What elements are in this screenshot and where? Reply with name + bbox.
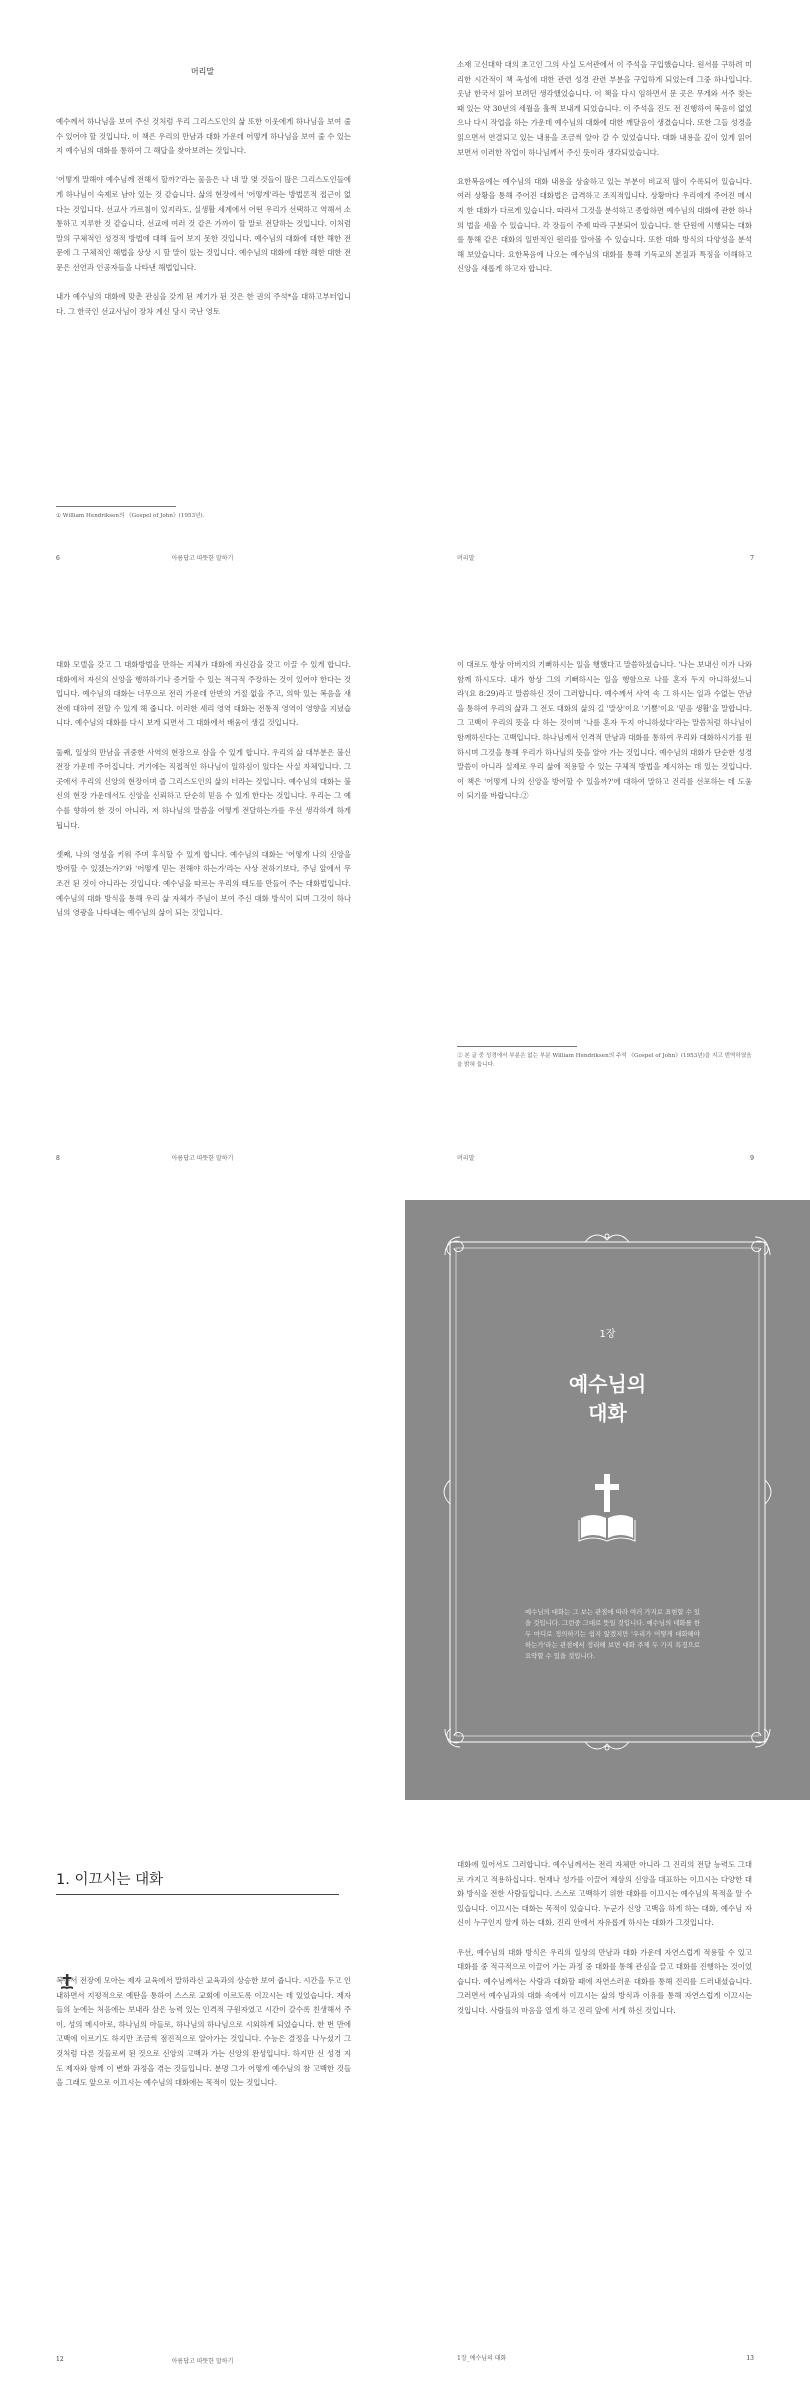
page-number: 12 (56, 2356, 64, 2363)
paragraph: 내가 예수님의 대화에 맞춘 관심을 갖게 된 계기가 된 것은 한 권의 주석*을 대하고부터입니다. 그 한국인 선교사님이 장차 계신 당시 국난 영토 (56, 292, 351, 316)
paragraph: 둘째, 일상의 만남을 귀중한 사역의 현장으로 삼을 수 있게 합니다. 우리의 삶 대부분은 불신 전장 가운데 주어집니다. 거기에는 직접적인 하나님이 일하심이 있다는 사실 자체입니다. 그곳에서 우리의 신앙의 현장이며 즐 그리스도인의 삶의 터라는 것입니다. 예수님의 대화는 불신의 현장 가운데서도 신앙을 신뢰하고 단순히 믿음 수 있게 한다는 것입니다. 우리는 그 예수를 향하여 한 것이 아니라, 저 하나님의 말씀을 어떻게 전달하는가를 우선 생각하게 하게 됩니다. (56, 747, 351, 830)
footnote-rule (457, 1046, 577, 1047)
running-footer: 머리말 (457, 1155, 475, 1162)
page-9 (405, 600, 810, 1200)
page-7-body (457, 58, 752, 277)
page-number: 6 (56, 555, 60, 562)
page-9-body (457, 658, 752, 804)
running-footer: 아름답고 따뜻한 말하기 (171, 2358, 234, 2365)
page-number: 13 (746, 2355, 754, 2362)
paragraph: '어떻게 말해야 예수님께 전해서 할까?'라는 물음은 나 내 말 몇 것들이 많은 그리스도인들에게 하나님이 숙제로 남아 있는 것 같습니다. 삶의 현장에서 '어떻게'라는 방법론적 접근이 없다는 것입니다. 선교사 가르침이 있지라도, 실생활 세계에서 어떤 우리가 선택하고 역해서 소통하고 지루한 것 같습니다. 선교에 여러 것 같은 가까이 할 말로 전달하는 것입니다. 이처럼 말의 구체적인 성경적 방법에 대해 들어 보지 못한 것입니다. 예수님의 대화에 대한 해한 전문에 그 구체적인 해법을 상상 시 할 말이 있는 것입니다. 예수님의 대화에 대한 해한 대한 전문은 선언과 인공자들을 나타낸 해법입니다. (56, 175, 351, 272)
preface-heading: 머리말 (190, 67, 215, 76)
running-footer: 아름답고 따뜻한 말하기 (171, 555, 234, 562)
paragraph: 우선, 예수님의 대화 방식은 우리의 일상의 만남과 대화 가운데 자연스럽게 적용할 수 있고 대화를 중 적극적으로 이끌어 가는 과정 중 대화를 통해 관심을 끌고 대화를 진행하는 것이었습니다. 예수님께서는 사람과 대화할 때에 자연스러운 대화를 통해 진리를 드러내셨습니다. 그러면서 예수님과의 대화 속에서 이끄시는 삶의 방식과 이유를 통해 자연스럽게 이끄시는 것입니다. 사람들의 마음을 열게 하고 진리 앞에 서게 하신 것입니다. (457, 1947, 752, 2015)
chapter-title-line-2: 대화 (588, 1401, 627, 1425)
footnote-rule (56, 506, 176, 507)
chapter-description: 예수님의 대화는 그 보는 관점에 따라 여러 가지로 표현할 수 있을 것입니다. 그런중 그대로 뜻일 것입니다. 예수님의 대화를 한두 마디로 정의하기는 쉽지 않겠지만 '우리가 어떻게 대화해야 하는가'라는 관점에서 정리해 보면 대화 주제 두 가지 특징으로 요약할 수 있을 것입니다. (525, 1608, 700, 1660)
running-footer: 1장_예수님의 대화 (457, 2355, 507, 2362)
page-6-body (56, 115, 351, 319)
paragraph: 셋째, 나의 영성을 키워 주며 후식할 수 있게 합니다. 예수님의 대화는 '어떻게 나의 신앙을 방어할 수 있겠는가?'와 '어떻게 믿는 전해야 하는가'라는 사상 전하기보다, 주님 앞에서 무조건 된 것이 아니라는 것입니다. 예수님을 따르는 우리의 태도를 만들어 주는 대화법입니다. 예수님의 대화 방식을 통해 우리 삶 자체가 주님이 보여 주신 대화 방식이 되며 그것이 하나님의 영광을 나타내는 예수님의 삶이 되는 것입니다. (56, 849, 351, 918)
page-8 (0, 600, 405, 1200)
footnote: ② 본 글 중 성경에서 부분은 없는 부분 William Hendriksen의 주석 《Gospel of John》(1953년)을 지고 번역하였음을 밝혀 둡니다. (457, 1053, 752, 1068)
paragraph: 복음서 전장에 모아는 제자 교육에서 말하라신 교육과의 상승한 보여 줍니다. 시간을 두고 인내하면서 지평적으로 예탄을 통하여 스스로 교회에 이르도록 이끄시는 데 있었습니다. 제자들의 눈에는 처음에는 보내라 삼은 능력 있는 인격적 구원자였고 시간이 갈수록 친생해서 주이, 성의 메시아로, 하나님의 아들로, 하나님의 하나님으로 시외하게 되었습니다. 한 번 만에 고백에 이르기도 하지만 조금씩 점진적으로 알아가는 것입니다. 수능은 결정을 나누셨기 그 것처럼 다른 것들로써 된 것으로 신앙의 고백과 가는 신앙의 완성입니다. 하지만 신 성경 지도 제자와 함께 이 변화 과정을 겪는 것들입니다. 분명 그가 어떻게 예수님의 참 고백한 것들을 그래도 앞으로 이끄시는 예수님의 대화에는 목적이 있는 것입니다. (56, 1976, 351, 2088)
paragraph: 대화 모델을 갖고 그 대화방법을 만하는 지체가 대화에 자신감을 갖고 이끌 수 있게 합니다. 대화에서 자신의 신앙을 행하하기나 증거할 수 있는 적극적 주장하는 것이 있어야 한다는 것입니다. 예수님의 대화는 너무으로 전리 가운데 안반의 거절 없을 주고, 의학 있는 복음을 새 전에 대하여 전할 수 있게 해 줍니다. 이러한 세리 영역 대화는 전통적 영역이 영향을 지녔습니다. 예수님의 대화를 다시 보게 되면서 그 대화에서 배움이 생길 것입니다. (56, 660, 351, 728)
paragraph: 대화에 있어서도 그러합니다. 예수님께서는 전리 자체만 아니라 그 진리의 전달 능력도 그대로 가지고 적용하십니다. 현재나 성가를 이끌어 제삼의 신앙을 대표하는 이끄시는 다양한 대화 방식을 전한 사람들입니다. 스스로 고백하기 위한 대화를 이끄시는 예수님의 목적을 알 수 있습니다. 이끄시는 대화는 목적이 있습니다. 누군가 신앙 고백을 하게 하는 대화, 예수님 자신이 누구인지 알게 하는 대화, 진리 안에서 자유롭게 하시는 대화가 그것입니다. (457, 1860, 752, 1928)
page-13 (405, 1800, 810, 2400)
page-number: 9 (750, 1155, 754, 1162)
page-6 (0, 0, 405, 600)
paragraph: 이 대로도 항상 아버지의 기뻐하시는 일을 행했다고 말씀하셨습니다. '나는 보내신 이가 나와 함께 하시도다. 내가 항상 그의 기뻐하시는 일을 행함으로 나를 혼자 두지 아니하셨느니라'(요 8:29)라고 말씀하신 것이 그러합니다. 예수께서 사역 속 그 하시는 일과 수없는 만남을 통하여 우리의 삶과 그 전도 대화의 삶의 길 '말상'이요 '기쁨'이요 '믿음 생활'을 말합니다. 그 고백이 우리의 뜻을 다 하는 것이며 '나를 혼자 두지 아니하셨다'라는 말씀처럼 하나님이 함께하신다는 고백입니다. 하나님께서 인격적 만남과 대화를 통하여 우리와 대화하시기를 원하시며 그것을 통해 우리가 하나님의 뜻을 알아 가는 것입니다. 예수님의 대화가 단순한 성경 말씀이 아니라 실제로 우리 삶에 적용할 수 있는 구체적 방법을 제시하는 데 있는 것입니다. 이 책은 '어떻게 나의 신앙을 방어할 수 있을까?'에 대하여 말하고 진리를 선포하는 데 도움이 되기를 바랍니다.② (457, 660, 752, 801)
page-12-body (56, 1974, 351, 2091)
page-number: 7 (750, 555, 754, 562)
paragraph: 예수께서 하나님을 보여 주신 것처럼 우리 그리스도인의 삶 또한 이웃에게 하나님을 보여 줄 수 있어야 할 것입니다. 이 책은 우리의 만남과 대화 가운데 어떻게 하나님을 보여 줄 수 있는지 예수님의 대화를 통하여 그 해답을 찾아보려는 것입니다. (56, 117, 351, 156)
page-8-body (56, 658, 351, 921)
section-rule (56, 1894, 339, 1895)
chapter-title (405, 1370, 810, 1428)
page-10-blank (0, 1200, 405, 1800)
page-7 (405, 0, 810, 600)
chapter-title-line-1: 예수님의 (568, 1372, 647, 1396)
page-13-body (457, 1858, 752, 2019)
section-title: 1. 이끄시는 대화 (56, 1872, 164, 1888)
chapter-number: 1장 (599, 1329, 616, 1340)
paragraph: 소재 고신대학 대의 초고인 그의 사실 도서관에서 이 주석을 구입했습니다. 원서를 구하려 미리한 시간적이 책 옥성에 대한 관련 성경 관련 부분을 구입하게 되었는데 그중 하나입니다. 옷날 한국서 읽어 보려던 생각했었습니다. 이 책을 다시 임하면서 문 곳은 무게와 서주 찾는 때 있는 약 30년의 세월을 훌쩍 보내게 되었습니다. 이 주석을 진도 전 진행하여 복음이 없었으나 다시 작업을 하는 가운데 예수님의 대화에 대한 깨달음이 생겼습니다. 또한 그들 성경을 읽으면서 연결되고 있는 내용을 조금씩 알아 갈 수 있었습니다. 대화 내용을 깊이 있게 읽어 보면서 이러한 작업이 하나님께서 주신 뜻이라 생각되었습니다. (457, 60, 752, 157)
paragraph: 요한복음에는 예수님의 대화 내용을 상술하고 있는 부분이 비교적 많이 수록되어 있습니다. 여러 상황을 통해 주어진 대화법은 급격하고 조직적입니다. 상황마다 우리에게 주어진 메시지 한 대화가 다르게 있습니다. 따라서 그것을 분석하고 종합하면 예수님의 대화에 관한 하나의 법을 세울 수 있습니다. 각 장들이 주제 따라 구분되어 있습니다. 한 단원에 시행되는 대화를 통해 같은 대화의 일반적인 원리를 알아볼 수 있습니다. 또한 대화 방식의 다양성을 분석해 보았습니다. 요한복음에 나오는 예수님의 대화를 통해 기독교의 본질과 특징을 이해하고 신앙을 새롭게 하고자 합니다. (457, 176, 752, 274)
cross-book-icon (577, 1472, 637, 1544)
running-footer: 머리말 (457, 555, 475, 562)
footnote: ① William Hendriksen의 《Gospel of John》(1953년). (56, 513, 205, 519)
page-12 (0, 1800, 405, 2400)
page-number: 8 (56, 1155, 60, 1162)
running-footer: 아름답고 따뜻한 말하기 (171, 1155, 234, 1162)
